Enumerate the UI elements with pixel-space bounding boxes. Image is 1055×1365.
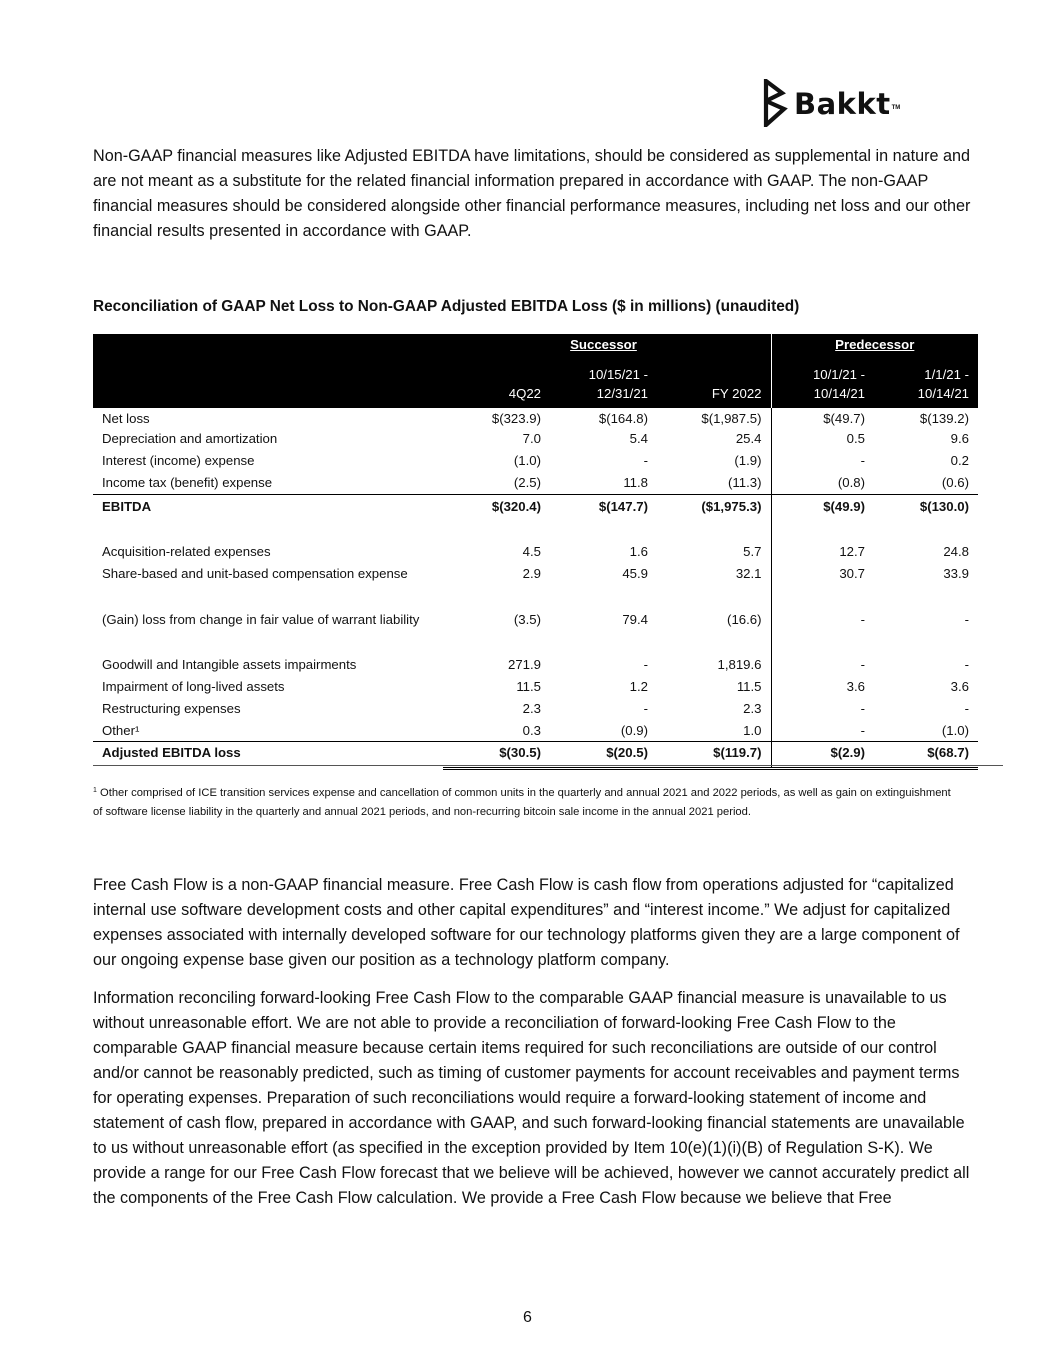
column-header: FY 2022 <box>657 359 771 408</box>
cell: 24.8 <box>943 543 969 559</box>
cell: $(2.9) <box>771 742 874 769</box>
row-label: Other¹ <box>102 722 140 738</box>
row-label: Income tax (benefit) expense <box>102 475 273 490</box>
cell: (0.8) <box>837 475 865 490</box>
cell: - <box>860 722 865 738</box>
cell: $(49.7) <box>823 411 865 426</box>
table-row <box>93 676 978 698</box>
row-label: Interest (income) expense <box>102 453 255 468</box>
column-header: 10/1/21 - 10/14/21 <box>771 359 874 408</box>
cell: 0.5 <box>846 431 865 446</box>
cell: - <box>964 656 969 672</box>
cell: - <box>860 656 865 672</box>
row-label: (Gain) loss from change in fair value of warrant liability <box>102 611 420 627</box>
table-row <box>93 654 978 676</box>
header-blank <box>93 334 443 359</box>
cell: (1.0) <box>513 453 541 468</box>
cell: 2.3 <box>522 700 541 716</box>
forward-looking-paragraph: Information reconciling forward-looking Free Cash Flow to the comparable GAAP financial measure is unavailable to us without unreasonable effort. We are not able to provide a reconciliation of forward-looking Free Cash Flow to the comparable GAAP financial measure because certain items required for such reconciliations are outside of our control and/or cannot be reasonably predicted, such as timing of customer payments for account receivables and payment terms for operating expenses. Preparation of such reconciliations would require a forward-looking statement of income and statement of cash flow, prepared in accordance with GAAP, and such forward-looking financial statements are unavailable to us without unreasonable effort (as specified in the exception provided by Item 10(e)(1)(i)(B) of Regulation S-K). We provide a range for our Free Cash Flow forecast that we believe will be achieved, however we cannot accurately predict all the components of the Free Cash Flow calculation. We provide a Free Cash Flow because we believe that Free <box>93 989 970 1207</box>
cell: - <box>860 611 865 627</box>
cell: $(130.0) <box>874 494 978 521</box>
cell: 79.4 <box>622 611 648 627</box>
cell: (3.5) <box>513 611 541 627</box>
logo-trademark: TM <box>891 105 901 111</box>
row-label: EBITDA <box>93 494 443 521</box>
cell: $(323.9) <box>491 411 541 426</box>
cell: 2.9 <box>522 565 541 581</box>
cell: $(1,987.5) <box>657 408 771 428</box>
table-row <box>93 698 978 720</box>
cell: 33.9 <box>943 565 969 581</box>
cell: (1.9) <box>657 450 771 472</box>
row-label: Impairment of long-lived assets <box>102 678 285 694</box>
table-row <box>93 720 978 742</box>
table-row-ebitda <box>93 494 978 521</box>
logo-wordmark: Bakkt <box>794 87 891 121</box>
bakkt-logo-mark-icon <box>760 79 790 127</box>
cell: 5.4 <box>629 431 648 446</box>
row-label: Acquisition-related expenses <box>102 543 271 559</box>
header-blank <box>443 334 550 359</box>
footnote-divider <box>93 765 1003 766</box>
cell: 11.5 <box>516 678 541 694</box>
header-label-blank <box>93 359 443 408</box>
table-spacer-row <box>93 521 978 541</box>
bakkt-logo <box>760 78 900 128</box>
cell: 4.5 <box>522 543 541 559</box>
cell: $(320.4) <box>443 494 550 521</box>
cell: 3.6 <box>950 678 969 694</box>
table-group-header-row <box>93 334 978 359</box>
cell: (16.6) <box>657 607 771 654</box>
footnote-marker: 1 <box>93 787 97 794</box>
table-row <box>93 472 978 494</box>
cell: - <box>964 700 969 716</box>
cell: 2.3 <box>657 698 771 720</box>
row-label: Restructuring expenses <box>102 700 241 716</box>
group-successor: Successor <box>550 334 657 359</box>
cell: 12.7 <box>839 543 865 559</box>
cell: (0.9) <box>620 722 648 738</box>
cell: 11.8 <box>623 475 648 490</box>
row-label: Net loss <box>102 411 150 426</box>
cell: - <box>860 700 865 716</box>
cell: 45.9 <box>622 565 648 581</box>
group-predecessor: Predecessor <box>771 334 978 359</box>
cell: $(139.2) <box>919 411 969 426</box>
cell: (1.0) <box>941 722 969 738</box>
table-row <box>93 428 978 450</box>
free-cash-flow-paragraph: Free Cash Flow is a non-GAAP financial measure. Free Cash Flow is cash flow from operations adjusted for “capitalized internal use software development costs and other capital expenditures” and “interest income.” We adjust for capitalized expenses associated with internally developed software for our technology platforms given they are a large component of our ongoing expense base given our position as a technology platform company. <box>93 876 960 969</box>
cell: - <box>643 700 648 716</box>
table-row <box>93 450 978 472</box>
page-number: 6 <box>523 1309 532 1326</box>
cell: 1,819.6 <box>657 654 771 676</box>
cell: - <box>643 656 648 672</box>
cell: 0.3 <box>522 722 541 738</box>
cell: 7.0 <box>522 431 541 446</box>
cell: 1.2 <box>629 678 648 694</box>
cell: $(68.7) <box>874 742 978 769</box>
table-row <box>93 607 978 654</box>
cell: - <box>643 453 648 468</box>
cell: - <box>964 611 969 627</box>
cell: $(164.8) <box>598 411 648 426</box>
cell: ($1,975.3) <box>657 494 771 521</box>
cell: 3.6 <box>846 678 865 694</box>
table-column-header-row <box>93 359 978 408</box>
row-label: Depreciation and amortization <box>102 431 278 446</box>
cell: $(49.9) <box>771 494 874 521</box>
table-row <box>93 563 978 585</box>
cell: $(147.7) <box>550 494 657 521</box>
column-header: 10/15/21 - 12/31/21 <box>550 359 657 408</box>
cell: (2.5) <box>513 475 541 490</box>
table-row <box>93 408 978 428</box>
cell: 30.7 <box>839 565 865 581</box>
cell: 11.5 <box>657 676 771 698</box>
footnote <box>93 781 963 822</box>
header-blank <box>657 334 771 359</box>
cell: $(119.7) <box>657 742 771 769</box>
cell: $(20.5) <box>550 742 657 769</box>
cell: 25.4 <box>657 428 771 450</box>
cell: - <box>860 453 865 468</box>
footnote-text: Other comprised of ICE transition services expense and cancellation of common units in the quarterly and annual 2021 and 2022 periods, as well as gain on extinguishment of software license liability in the quarterly and annual 2021 periods, and non-recurring bitcoin sale income in the annual 2021 period. <box>93 787 951 818</box>
cell: 9.6 <box>950 431 969 446</box>
cell: 0.2 <box>950 453 969 468</box>
table-row <box>93 541 978 563</box>
column-header: 1/1/21 - 10/14/21 <box>874 359 978 408</box>
cell: (11.3) <box>657 472 771 494</box>
column-header: 4Q22 <box>443 359 550 408</box>
cell: (0.6) <box>941 475 969 490</box>
cell: $(30.5) <box>443 742 550 769</box>
table-title: Reconciliation of GAAP Net Loss to Non-GAAP Adjusted EBITDA Loss ($ in millions) (unaudited) <box>93 298 800 315</box>
row-label: Goodwill and Intangible assets impairments <box>102 656 357 672</box>
intro-paragraph: Non-GAAP financial measures like Adjusted EBITDA have limitations, should be considered as supplemental in nature and are not meant as a substitute for the related financial information prepared in accordance with GAAP. The non-GAAP financial measures should be considered alongside other financial performance measures, including net loss and our other financial results presented in accordance with GAAP. <box>93 147 971 240</box>
cell: 271.9 <box>507 656 541 672</box>
cell: 5.7 <box>657 541 771 563</box>
row-label: Adjusted EBITDA loss <box>93 742 443 769</box>
cell: 1.0 <box>657 720 771 742</box>
table-spacer-row <box>93 585 978 607</box>
cell: 32.1 <box>657 563 771 585</box>
row-label: Share-based and unit-based compensation expense <box>102 565 408 581</box>
reconciliation-table <box>93 334 978 770</box>
cell: 1.6 <box>629 543 648 559</box>
